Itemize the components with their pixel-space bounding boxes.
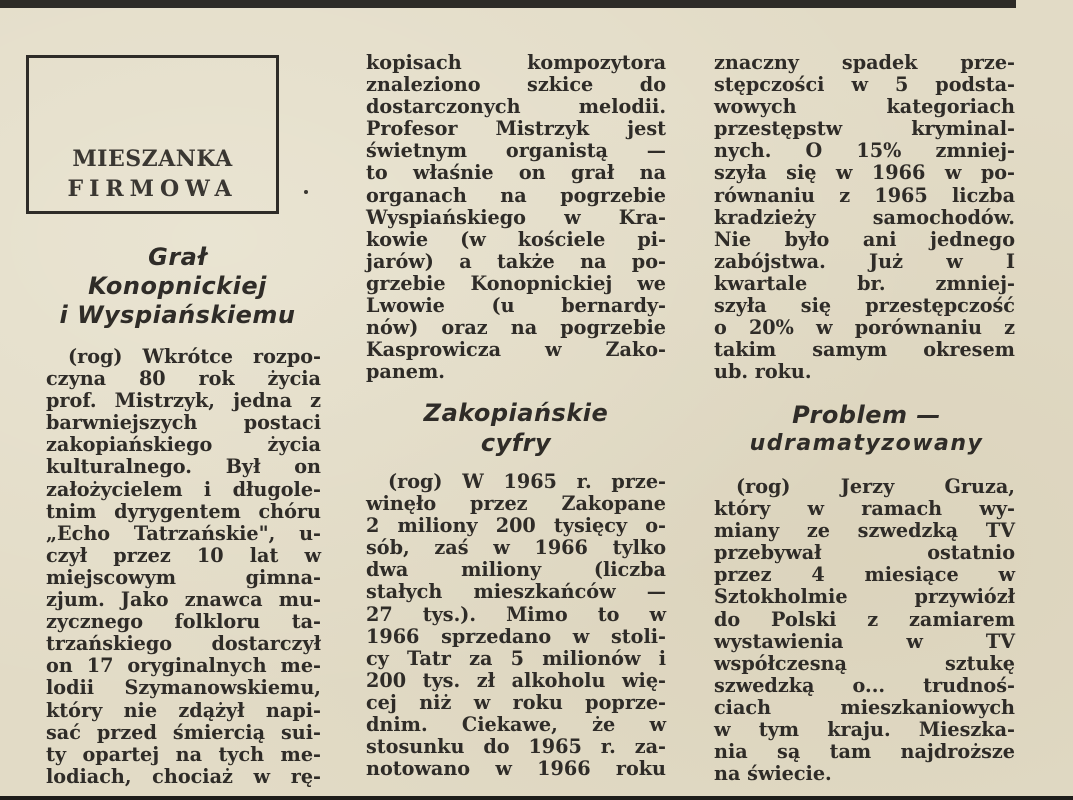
text-line: założycielem i długole-: [46, 477, 321, 501]
text-line: wystawienia w TV: [714, 629, 1015, 653]
text-line: czył przez 10 lat w: [46, 543, 321, 567]
text-line: 1966 sprzedano w stoli-: [366, 624, 666, 648]
text-line: trzańskiego dostarczył: [46, 632, 321, 656]
text-line: dostarczonych melodii.: [366, 95, 666, 119]
column-2-continuation: [366, 52, 666, 383]
text-line: szwedzką o... trudnoś-: [714, 673, 1015, 697]
text-line: szyła się przestępczość: [714, 294, 1015, 318]
text-line: stosunku do 1965 r. za-: [366, 735, 666, 759]
text-line: nych. O 15% zmniej-: [714, 139, 1015, 163]
text-line: kopisach kompozytora: [366, 51, 666, 74]
bottom-edge: [0, 796, 1073, 800]
headline-line: Zakopiańskie: [423, 399, 609, 427]
text-line: kulturalnego. Był on: [46, 455, 321, 479]
text-line: prof. Mistrzyk, jedna z: [46, 389, 321, 413]
text-line: ciach mieszkaniowych: [714, 695, 1015, 719]
section-title-line1: MIESZANKA: [72, 146, 233, 172]
text-line: dnim. Ciekawe, że w: [366, 713, 666, 737]
text-line: stępczości w 5 podsta-: [714, 73, 1015, 97]
column-2-body: [366, 471, 666, 780]
text-line: wowych kategoriach: [714, 95, 1015, 119]
text-line: cy Tatr za 5 milionów i: [366, 646, 666, 670]
headline-line: Grał: [148, 243, 207, 271]
text-line: ty opartej na tych me-: [46, 742, 321, 766]
text-line: (rog) Wkrótce rozpo-: [68, 345, 321, 368]
text-line: świetnym organistą —: [366, 139, 666, 163]
text-line: lodii Szymanowskiemu,: [46, 676, 321, 700]
text-line: równaniu z 1965 liczba: [714, 183, 1015, 207]
text-line: kowie (w kościele pi-: [366, 227, 666, 251]
section-title-line2: FIRMOWA: [67, 176, 238, 202]
text-line: (rog) Jerzy Gruza,: [736, 475, 1015, 498]
text-line: czyna 80 rok życia: [46, 367, 321, 391]
text-line: 2 miliony 200 tysięcy o-: [366, 514, 666, 538]
column-1-body: [46, 346, 321, 788]
text-line: organach na pogrzebie: [366, 183, 666, 207]
headline-line: Problem —: [792, 401, 941, 429]
text-line: Wyspiańskiego w Kra-: [366, 205, 666, 229]
text-line: kwartale br. zmniej-: [714, 271, 1015, 295]
text-line: zakopiańskiego życia: [46, 433, 321, 457]
text-line: tnim dyrygentem chóru: [46, 499, 321, 523]
text-line: stałych mieszkańców —: [366, 580, 666, 604]
text-line: przestępstw kryminal-: [714, 117, 1015, 141]
top-rule: [0, 0, 1016, 8]
text-line: Nie było ani jednego: [714, 227, 1015, 251]
text-line: „Echo Tatrzańskie", u-: [46, 521, 321, 545]
text-line: zycznego folkloru ta-: [46, 610, 321, 634]
text-line: miejscowym gimna-: [46, 565, 321, 589]
text-line: współczesną sztukę: [714, 651, 1015, 675]
headline-line: cyfry: [480, 429, 552, 457]
headline-line: udramatyzowany: [749, 431, 984, 456]
text-line: nia są tam najdroższe: [714, 740, 1015, 764]
text-line: szyła się w 1966 w po-: [714, 161, 1015, 185]
text-line: przebywał ostatnio: [714, 541, 1015, 565]
text-line: znaczny spadek prze-: [714, 51, 1015, 74]
text-line: znaleziono szkice do: [366, 73, 666, 97]
text-line: takim samym okresem: [714, 338, 1015, 362]
column-3-body: [714, 476, 1015, 785]
text-line: w tym kraju. Mieszka-: [714, 718, 1015, 742]
text-line: jarów) a także na po-: [366, 249, 666, 273]
column-3-continuation: [714, 52, 1015, 383]
text-line: Kasprowicza w Zako-: [366, 338, 666, 362]
ink-speck: [304, 190, 308, 194]
text-line: Profesor Mistrzyk jest: [366, 117, 666, 141]
text-line: na świecie.: [714, 762, 832, 786]
text-line: panem.: [366, 360, 445, 384]
text-line: 27 tys.). Mimo to w: [366, 602, 666, 626]
headline-zakopianskie-cyfry: [366, 398, 666, 458]
headline-line: Konopnickiej: [88, 272, 267, 300]
text-line: Sztokholmie przywiózł: [714, 585, 1015, 609]
text-line: o 20% w porównaniu z: [714, 316, 1015, 340]
text-line: zjum. Jako znawca mu-: [46, 588, 321, 612]
text-line: grzebie Konopnickiej we: [366, 271, 666, 295]
headline-line: i Wyspiańskiemu: [59, 301, 296, 329]
text-line: Lwowie (u bernardy-: [366, 294, 666, 318]
headline-gral: [20, 243, 335, 330]
text-line: 200 tys. zł alkoholu wię-: [366, 668, 666, 692]
text-line: barwniejszych postaci: [46, 411, 321, 435]
text-line: on 17 oryginalnych me-: [46, 654, 321, 678]
text-line: sób, zaś w 1966 tylko: [366, 536, 666, 560]
text-line: (rog) W 1965 r. prze-: [388, 470, 666, 493]
text-line: sać przed śmiercią sui-: [46, 720, 321, 744]
text-line: lodiach, chociaż w rę-: [46, 764, 321, 788]
text-line: który w ramach wy-: [714, 497, 1015, 521]
text-line: do Polski z zamiarem: [714, 607, 1015, 631]
headline-problem-udramatyzowany: [714, 400, 1019, 458]
text-line: nów) oraz na pogrzebie: [366, 316, 666, 340]
text-line: winęło przez Zakopane: [366, 492, 666, 516]
text-line: zabójstwa. Już w I: [714, 249, 1015, 273]
text-line: kradzieży samochodów.: [714, 205, 1015, 229]
text-line: który nie zdążył napi-: [46, 698, 321, 722]
text-line: notowano w 1966 roku: [366, 757, 666, 781]
text-line: cej niż w roku poprze-: [366, 690, 666, 714]
section-box: [26, 55, 279, 214]
text-line: to właśnie on grał na: [366, 161, 666, 185]
text-line: przez 4 miesiące w: [714, 563, 1015, 587]
text-line: dwa miliony (liczba: [366, 558, 666, 582]
text-line: miany ze szwedzką TV: [714, 519, 1015, 543]
text-line: ub. roku.: [714, 360, 812, 384]
